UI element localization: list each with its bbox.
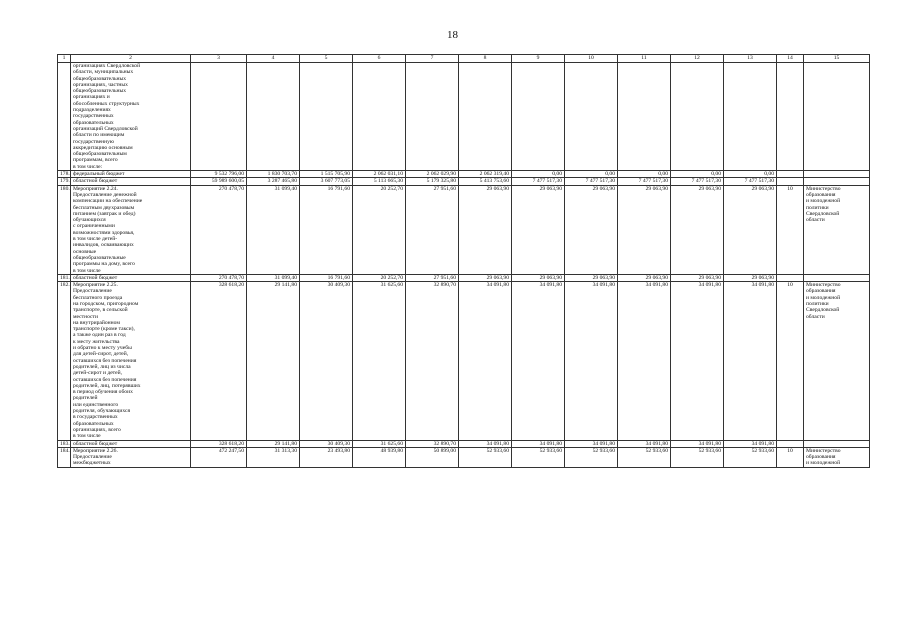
table-cell: 29 141,80 bbox=[247, 282, 300, 440]
column-header: 9 bbox=[512, 55, 565, 63]
table-cell: 52 933,60 bbox=[565, 447, 618, 467]
table-cell: 52 933,60 bbox=[459, 447, 512, 467]
table-cell bbox=[804, 63, 870, 171]
table-row bbox=[58, 440, 870, 447]
table-cell bbox=[459, 63, 512, 171]
table-cell: 34 091,80 bbox=[618, 282, 671, 440]
table-cell: Мероприятие 2.25. Предоставление бесплатного проезда на городском, пригородном транспорте, в сельской местности на внутрирайонном транспорте (кроме такси), а также один раз в год к месту жительства и обратно к месту учебы для детей-сирот, детей, оставшихся без попечения родителей, лиц из числа детей-сирот и детей, оставшихся без попечения родителей, лиц, потерявших в период обучения обоих родителей или единственного родителя, обучающихся в государственных образовательных организациях, всего в том числе bbox=[71, 282, 191, 440]
table-cell: 34 091,80 bbox=[565, 440, 618, 447]
table-cell: 10 bbox=[777, 185, 804, 274]
table-cell: 29 063,90 bbox=[618, 274, 671, 281]
table-cell: 23 493,80 bbox=[300, 447, 353, 467]
table-cell: 29 141,80 bbox=[247, 440, 300, 447]
table-cell: 59 989 600,05 bbox=[191, 178, 247, 185]
table-cell: областной бюджет bbox=[71, 178, 191, 185]
table-cell: 10 bbox=[777, 282, 804, 440]
table-cell: 31 099,40 bbox=[247, 274, 300, 281]
table-row bbox=[58, 63, 870, 171]
column-header: 6 bbox=[353, 55, 406, 63]
table-cell bbox=[300, 63, 353, 171]
table-cell: 34 091,80 bbox=[618, 440, 671, 447]
table-row bbox=[58, 274, 870, 281]
table-cell: федеральный бюджет bbox=[71, 171, 191, 178]
column-header: 7 bbox=[406, 55, 459, 63]
table-cell bbox=[777, 178, 804, 185]
table-cell: 1 515 705,90 bbox=[300, 171, 353, 178]
table-cell: 2 062 319,40 bbox=[459, 171, 512, 178]
table-cell: 9 532 796,00 bbox=[191, 171, 247, 178]
table-cell: 29 063,90 bbox=[671, 185, 724, 274]
table-cell: 52 933,60 bbox=[671, 447, 724, 467]
column-header: 4 bbox=[247, 55, 300, 63]
table-cell bbox=[406, 63, 459, 171]
table-cell bbox=[724, 63, 777, 171]
table-cell: 29 063,90 bbox=[512, 274, 565, 281]
column-header: 11 bbox=[618, 55, 671, 63]
table-cell: 7 477 517,30 bbox=[565, 178, 618, 185]
table-cell: 7 477 517,30 bbox=[512, 178, 565, 185]
column-header: 15 bbox=[804, 55, 870, 63]
table-cell: 29 063,90 bbox=[724, 185, 777, 274]
table-cell: 7 477 517,30 bbox=[671, 178, 724, 185]
table-cell: 0,00 bbox=[512, 171, 565, 178]
table-cell: 34 091,80 bbox=[459, 282, 512, 440]
table-cell: Министерство образования и молодежной политики Свердловской области bbox=[804, 282, 870, 440]
table-cell: 30 409,30 bbox=[300, 440, 353, 447]
table-cell bbox=[58, 63, 71, 171]
table-cell: 29 063,90 bbox=[459, 185, 512, 274]
table-cell: 29 063,90 bbox=[459, 274, 512, 281]
table-cell: 34 091,80 bbox=[724, 282, 777, 440]
table-cell: 0,00 bbox=[724, 171, 777, 178]
table-row bbox=[58, 171, 870, 178]
table-cell: 32 890,70 bbox=[406, 282, 459, 440]
table-cell bbox=[671, 63, 724, 171]
table-cell: 30 409,30 bbox=[300, 282, 353, 440]
table-cell: 0,00 bbox=[565, 171, 618, 178]
table-cell: 5 413 753,60 bbox=[459, 178, 512, 185]
page-number: 18 bbox=[447, 29, 458, 41]
budget-table bbox=[57, 54, 870, 468]
table-cell: 328 618,20 bbox=[191, 440, 247, 447]
table-cell bbox=[804, 440, 870, 447]
table-cell: 31 099,40 bbox=[247, 185, 300, 274]
table-cell: 181. bbox=[58, 274, 71, 281]
table-cell: 5 113 665,30 bbox=[353, 178, 406, 185]
table-cell: 50 899,00 bbox=[406, 447, 459, 467]
table-cell: 34 091,80 bbox=[565, 282, 618, 440]
table-cell: 52 933,60 bbox=[618, 447, 671, 467]
table-cell bbox=[191, 63, 247, 171]
table-cell bbox=[353, 63, 406, 171]
table-cell: 472 247,50 bbox=[191, 447, 247, 467]
table-cell: 1 830 703,70 bbox=[247, 171, 300, 178]
column-header: 5 bbox=[300, 55, 353, 63]
table-cell: 5 179 325,80 bbox=[406, 178, 459, 185]
table-cell bbox=[777, 171, 804, 178]
table-cell: 34 091,80 bbox=[459, 440, 512, 447]
table-cell: 29 063,90 bbox=[671, 274, 724, 281]
table-cell: Министерство образования и молодежной bbox=[804, 447, 870, 467]
table-cell: 29 063,90 bbox=[618, 185, 671, 274]
table-cell: Мероприятие 2.24. Предоставление денежной компенсации на обеспечение бесплатным двухразовым питанием (завтрак и обед) обучающихся с ограниченными возможностями здоровья, в том числе детей- инвалидов, осваивающих основные общеобразовательные программы на дому, всего в том числе bbox=[71, 185, 191, 274]
table-cell: 0,00 bbox=[671, 171, 724, 178]
table-cell: 7 477 517,30 bbox=[618, 178, 671, 185]
table-cell: 29 063,90 bbox=[565, 185, 618, 274]
table-cell bbox=[618, 63, 671, 171]
column-header: 2 bbox=[71, 55, 191, 63]
table-cell: 31 625,60 bbox=[353, 282, 406, 440]
column-header: 8 bbox=[459, 55, 512, 63]
table-cell: 31 625,60 bbox=[353, 440, 406, 447]
table-cell: 31 313,30 bbox=[247, 447, 300, 467]
table-row bbox=[58, 282, 870, 440]
table-cell: Мероприятие 2.26. Предоставление межбюджетных bbox=[71, 447, 191, 467]
table-cell: 20 252,70 bbox=[353, 185, 406, 274]
table-cell: 0,00 bbox=[618, 171, 671, 178]
column-header: 14 bbox=[777, 55, 804, 63]
table-cell: 34 091,80 bbox=[671, 282, 724, 440]
table-cell: 16 791,60 bbox=[300, 185, 353, 274]
column-header: 12 bbox=[671, 55, 724, 63]
table-cell: 52 933,60 bbox=[512, 447, 565, 467]
table-cell: 3 287 465,80 bbox=[247, 178, 300, 185]
table-cell: 10 bbox=[777, 447, 804, 467]
table-cell: Министерство образования и молодежной политики Свердловской области bbox=[804, 185, 870, 274]
table-cell: 2 062 029,90 bbox=[406, 171, 459, 178]
column-header: 13 bbox=[724, 55, 777, 63]
table-cell: 29 063,90 bbox=[512, 185, 565, 274]
table-cell: 29 063,90 bbox=[565, 274, 618, 281]
table-cell: 182. bbox=[58, 282, 71, 440]
header-row bbox=[58, 55, 870, 63]
table-cell: 29 063,90 bbox=[724, 274, 777, 281]
table-cell: 52 933,60 bbox=[724, 447, 777, 467]
table-cell bbox=[512, 63, 565, 171]
table-row bbox=[58, 185, 870, 274]
column-header: 3 bbox=[191, 55, 247, 63]
table-cell bbox=[804, 178, 870, 185]
table-cell: 3 607 773,05 bbox=[300, 178, 353, 185]
table-cell bbox=[777, 274, 804, 281]
table-cell: 16 791,60 bbox=[300, 274, 353, 281]
table-cell: 48 939,80 bbox=[353, 447, 406, 467]
table-cell: 27 951,60 bbox=[406, 274, 459, 281]
table-row bbox=[58, 178, 870, 185]
table-cell: 20 252,70 bbox=[353, 274, 406, 281]
table-cell bbox=[777, 63, 804, 171]
table-cell: 270 478,70 bbox=[191, 274, 247, 281]
table-cell: 34 091,80 bbox=[512, 440, 565, 447]
table-cell: областной бюджет bbox=[71, 274, 191, 281]
table-cell: 7 477 517,30 bbox=[724, 178, 777, 185]
table-cell: 328 618,20 bbox=[191, 282, 247, 440]
table-cell: 183. bbox=[58, 440, 71, 447]
table-cell: организациях Свердловской области, муниципальных общеобразовательных организациях, частных общеобразовательных организациях и обособленных структурных подразделениях государственных образовательных организаций Свердловской области по имеющим государственную аккредитацию основным общеобразовательным программам, всего в том числе: bbox=[71, 63, 191, 171]
table-cell: 2 062 031,10 bbox=[353, 171, 406, 178]
table-cell bbox=[247, 63, 300, 171]
table-cell: 27 951,60 bbox=[406, 185, 459, 274]
column-header: 1 bbox=[58, 55, 71, 63]
table-cell: 270 478,70 bbox=[191, 185, 247, 274]
table-cell: 34 091,80 bbox=[724, 440, 777, 447]
table-cell bbox=[777, 440, 804, 447]
table-cell: 178. bbox=[58, 171, 71, 178]
table-cell: 34 091,80 bbox=[512, 282, 565, 440]
table-cell bbox=[565, 63, 618, 171]
column-header: 10 bbox=[565, 55, 618, 63]
table-cell: 32 890,70 bbox=[406, 440, 459, 447]
table-cell: 180. bbox=[58, 185, 71, 274]
table-row bbox=[58, 447, 870, 467]
table-cell bbox=[804, 274, 870, 281]
table-cell: областной бюджет bbox=[71, 440, 191, 447]
table-cell bbox=[804, 171, 870, 178]
table-cell: 184. bbox=[58, 447, 71, 467]
table-cell: 34 091,80 bbox=[671, 440, 724, 447]
table-cell: 179. bbox=[58, 178, 71, 185]
